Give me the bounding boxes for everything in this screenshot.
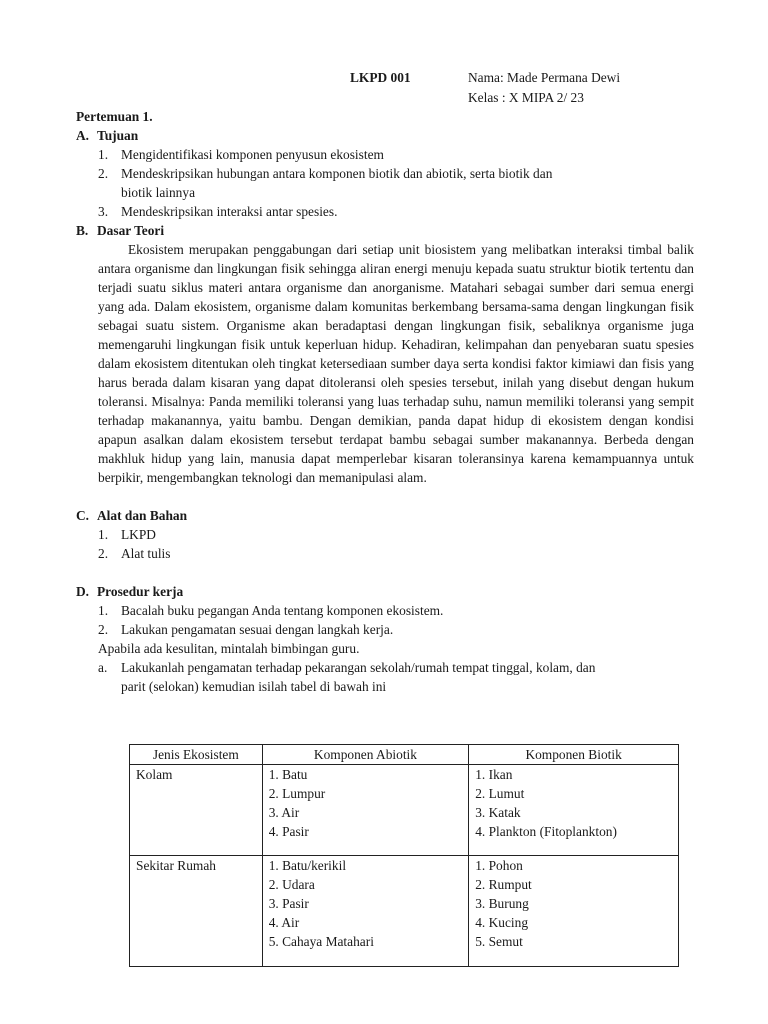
- biotic-cell: 1. Ikan 2. Lumut 3. Katak 4. Plankton (Fitoplankton): [469, 765, 679, 856]
- table-row: [130, 765, 679, 856]
- section-c-heading: C. Alat dan Bahan: [76, 508, 188, 523]
- procedure-note: Apabila ada kesulitan, mintalah bimbingan guru.: [98, 641, 360, 656]
- theory-paragraph: Ekosistem merupakan penggabungan dari setiap unit biosistem yang melibatkan interaksi timbal balik antara organisme dan lingkungan fisik sehingga aliran energi menuju kepada suatu struktur biotik tertentu dan terjadi suatu siklus materi antara organisme dan anorganisme. Matahari sebagai sumber dari semua energi yang ada. Dalam ekosistem, organisme dalam komunitas berkembang bersama-sama dengan lingkungan fisik sebagai suatu sistem. Organisme akan beradaptasi dengan lingkungan fisik, sebaliknya organisme juga memengaruhi lingkungan fisik untuk keperluan hidup. Kehadiran, kelimpahan dan penyebaran suatu spesies dalam ekosistem ditentukan oleh tingkat ketersediaan sumber daya serta kondisi faktor kimiawi dan fisis yang harus berada dalam kisaran yang dapat ditoleransi oleh spesies tersebut, inilah yang disebut dengan hukum toleransi. Misalnya: Panda memiliki toleransi yang luas terhadap suhu, namun memiliki toleransi yang sempit terhadap makanannya, yaitu bambu. Dengan demikian, panda dapat hidup di ekosistem dengan kondisi apapun asalkan dalam ekosistem tersebut terdapat bambu sebagai sumber makanannya. Berbeda dengan makhluk hidup yang lain, manusia dapat memperlebar kisaran toleransinya karena kemampuannya untuk berpikir, mengembangkan teknologi dan memanipulasi alam.: [98, 242, 694, 485]
- column-header: Komponen Biotik: [469, 745, 679, 765]
- abiotic-cell: 1. Batu/kerikil 2. Udara 3. Pasir 4. Air 5. Cahaya Matahari: [262, 856, 469, 967]
- list-item: 2. Mendeskripsikan hubungan antara komponen biotik dan abiotik, serta biotik dan biotik lainnya: [98, 166, 553, 200]
- biotic-cell: 1. Pohon 2. Rumput 3. Burung 4. Kucing 5. Semut: [469, 856, 679, 967]
- document-body: [76, 107, 694, 696]
- list-item: 3. Mendeskripsikan interaksi antar spesies.: [98, 204, 338, 219]
- column-header: Komponen Abiotik: [262, 745, 469, 765]
- abiotic-cell: 1. Batu 2. Lumpur 3. Air 4. Pasir: [262, 765, 469, 856]
- list-item: 1. Mengidentifikasi komponen penyusun ekosistem: [98, 147, 384, 162]
- table-row: [130, 856, 679, 967]
- student-name: Nama: Made Permana Dewi: [468, 70, 621, 85]
- document-code: LKPD 001: [350, 70, 411, 85]
- ecosystem-type-cell: Kolam: [130, 765, 263, 856]
- ecosystem-table: [129, 744, 679, 967]
- section-a-heading: A. Tujuan: [76, 128, 139, 143]
- list-item: 1. Bacalah buku pegangan Anda tentang komponen ekosistem.: [98, 603, 444, 618]
- student-class: Kelas : X MIPA 2/ 23: [468, 90, 584, 105]
- list-item: a. Lakukanlah pengamatan terhadap pekarangan sekolah/rumah tempat tinggal, kolam, dan parit (selokan) kemudian isilah tabel di bawah ini: [98, 660, 596, 694]
- list-item: 1. LKPD: [98, 527, 156, 542]
- meeting-title: Pertemuan 1.: [76, 109, 153, 124]
- list-item: 2. Alat tulis: [98, 546, 171, 561]
- table-header-row: [130, 745, 679, 765]
- ecosystem-type-cell: Sekitar Rumah: [130, 856, 263, 967]
- list-item: 2. Lakukan pengamatan sesuai dengan langkah kerja.: [98, 622, 394, 637]
- column-header: Jenis Ekosistem: [130, 745, 263, 765]
- section-b-heading: B. Dasar Teori: [76, 223, 165, 238]
- section-d-heading: D. Prosedur kerja: [76, 584, 184, 599]
- document-header: [0, 68, 768, 108]
